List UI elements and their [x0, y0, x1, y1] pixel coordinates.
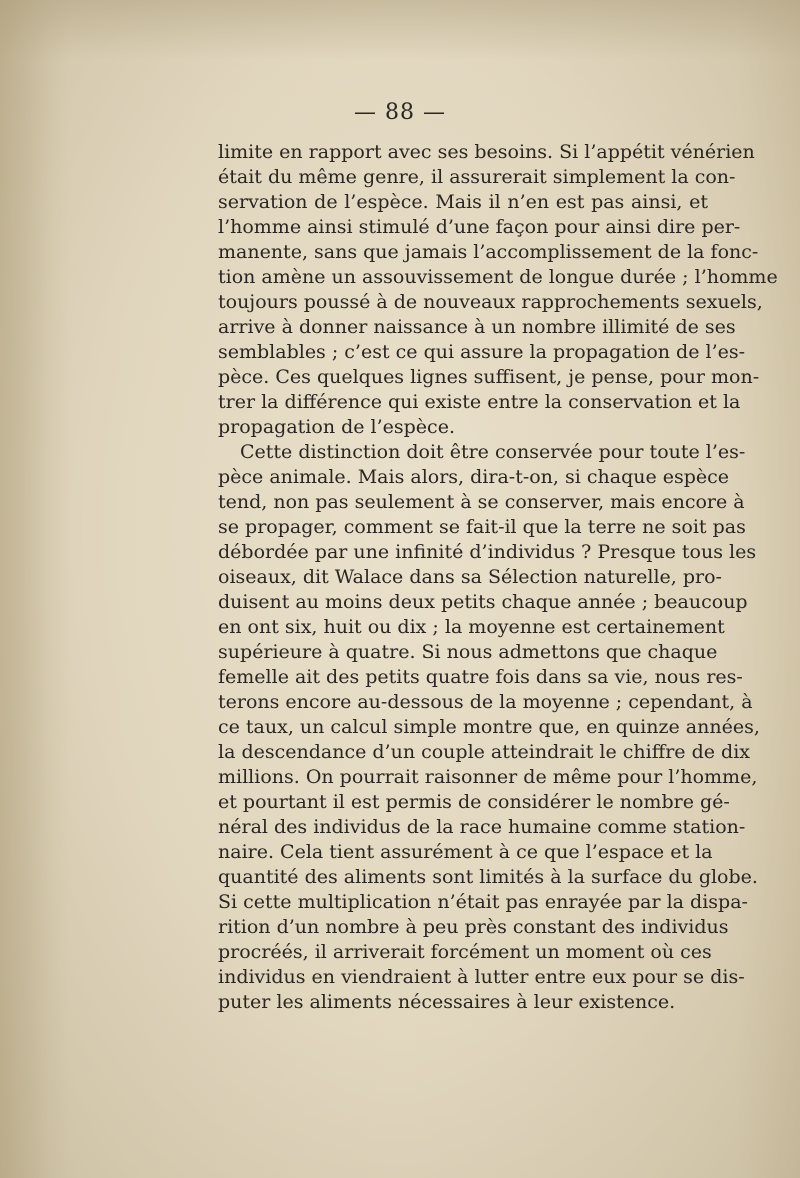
text-line: procréés, il arriverait forcément un moment où ces	[218, 941, 712, 963]
text-line: tion amène un assouvissement de longue durée ; l’homme	[218, 266, 778, 288]
text-line: oiseaux, dit Walace dans sa Sélection naturelle, pro-	[218, 566, 722, 588]
text-line: supérieure à quatre. Si nous admettons que chaque	[218, 641, 718, 663]
text-line: l’homme ainsi stimulé d’une façon pour ainsi dire per-	[218, 216, 741, 238]
text-line: femelle ait des petits quatre fois dans sa vie, nous res-	[218, 666, 743, 688]
text-line: la descendance d’un couple atteindrait le chiffre de dix	[218, 741, 750, 763]
text-line: manente, sans que jamais l’accomplissement de la fonc-	[218, 241, 759, 263]
text-line: était du même genre, il assurerait simplement la con-	[218, 166, 736, 188]
paragraph-end-line: propagation de l’espèce.	[218, 416, 455, 438]
text-line: Si cette multiplication n’était pas enrayée par la dispa-	[218, 891, 748, 913]
text-line: individus en viendraient à lutter entre eux pour se dis-	[218, 966, 745, 988]
text-line: se propager, comment se fait-il que la terre ne soit pas	[218, 516, 746, 538]
text-line: et pourtant il est permis de considérer le nombre gé-	[218, 791, 730, 813]
text-line: toujours poussé à de nouveaux rapprochements sexuels,	[218, 291, 763, 313]
page-shadow-left	[0, 0, 70, 1178]
paragraph-start-line: Cette distinction doit être conservée pour toute l’es-	[240, 441, 746, 463]
text-line: limite en rapport avec ses besoins. Si l’appétit vénérien	[218, 141, 755, 163]
text-line: en ont six, huit ou dix ; la moyenne est certainement	[218, 616, 725, 638]
text-line: quantité des aliments sont limités à la surface du globe.	[218, 866, 758, 888]
text-line: tend, non pas seulement à se conserver, mais encore à	[218, 491, 745, 513]
page-number: — 88 —	[354, 100, 446, 125]
text-line: duisent au moins deux petits chaque année ; beaucoup	[218, 591, 748, 613]
text-line: trer la différence qui existe entre la conservation et la	[218, 391, 741, 413]
text-line: rition d’un nombre à peu près constant des individus	[218, 916, 729, 938]
text-line: néral des individus de la race humaine comme station-	[218, 816, 746, 838]
text-line: millions. On pourrait raisonner de même pour l’homme,	[218, 766, 758, 788]
paragraph-end-line: puter les aliments nécessaires à leur existence.	[218, 991, 676, 1013]
text-line: naire. Cela tient assurément à ce que l’espace et la	[218, 841, 713, 863]
text-line: pèce. Ces quelques lignes suffisent, je pense, pour mon-	[218, 366, 760, 388]
text-line: débordée par une infinité d’individus ? Presque tous les	[218, 541, 757, 563]
page-shadow-top	[0, 0, 800, 60]
text-line: pèce animale. Mais alors, dira-t-on, si chaque espèce	[218, 466, 730, 488]
text-line: arrive à donner naissance à un nombre illimité de ses	[218, 316, 736, 338]
text-line: semblables ; c’est ce qui assure la propagation de l’es-	[218, 341, 746, 363]
body-text	[218, 140, 778, 1015]
text-line: ce taux, un calcul simple montre que, en quinze années,	[218, 716, 760, 738]
text-line: servation de l’espèce. Mais il n’en est pas ainsi, et	[218, 191, 708, 213]
text-line: terons encore au-dessous de la moyenne ; cependant, à	[218, 691, 753, 713]
